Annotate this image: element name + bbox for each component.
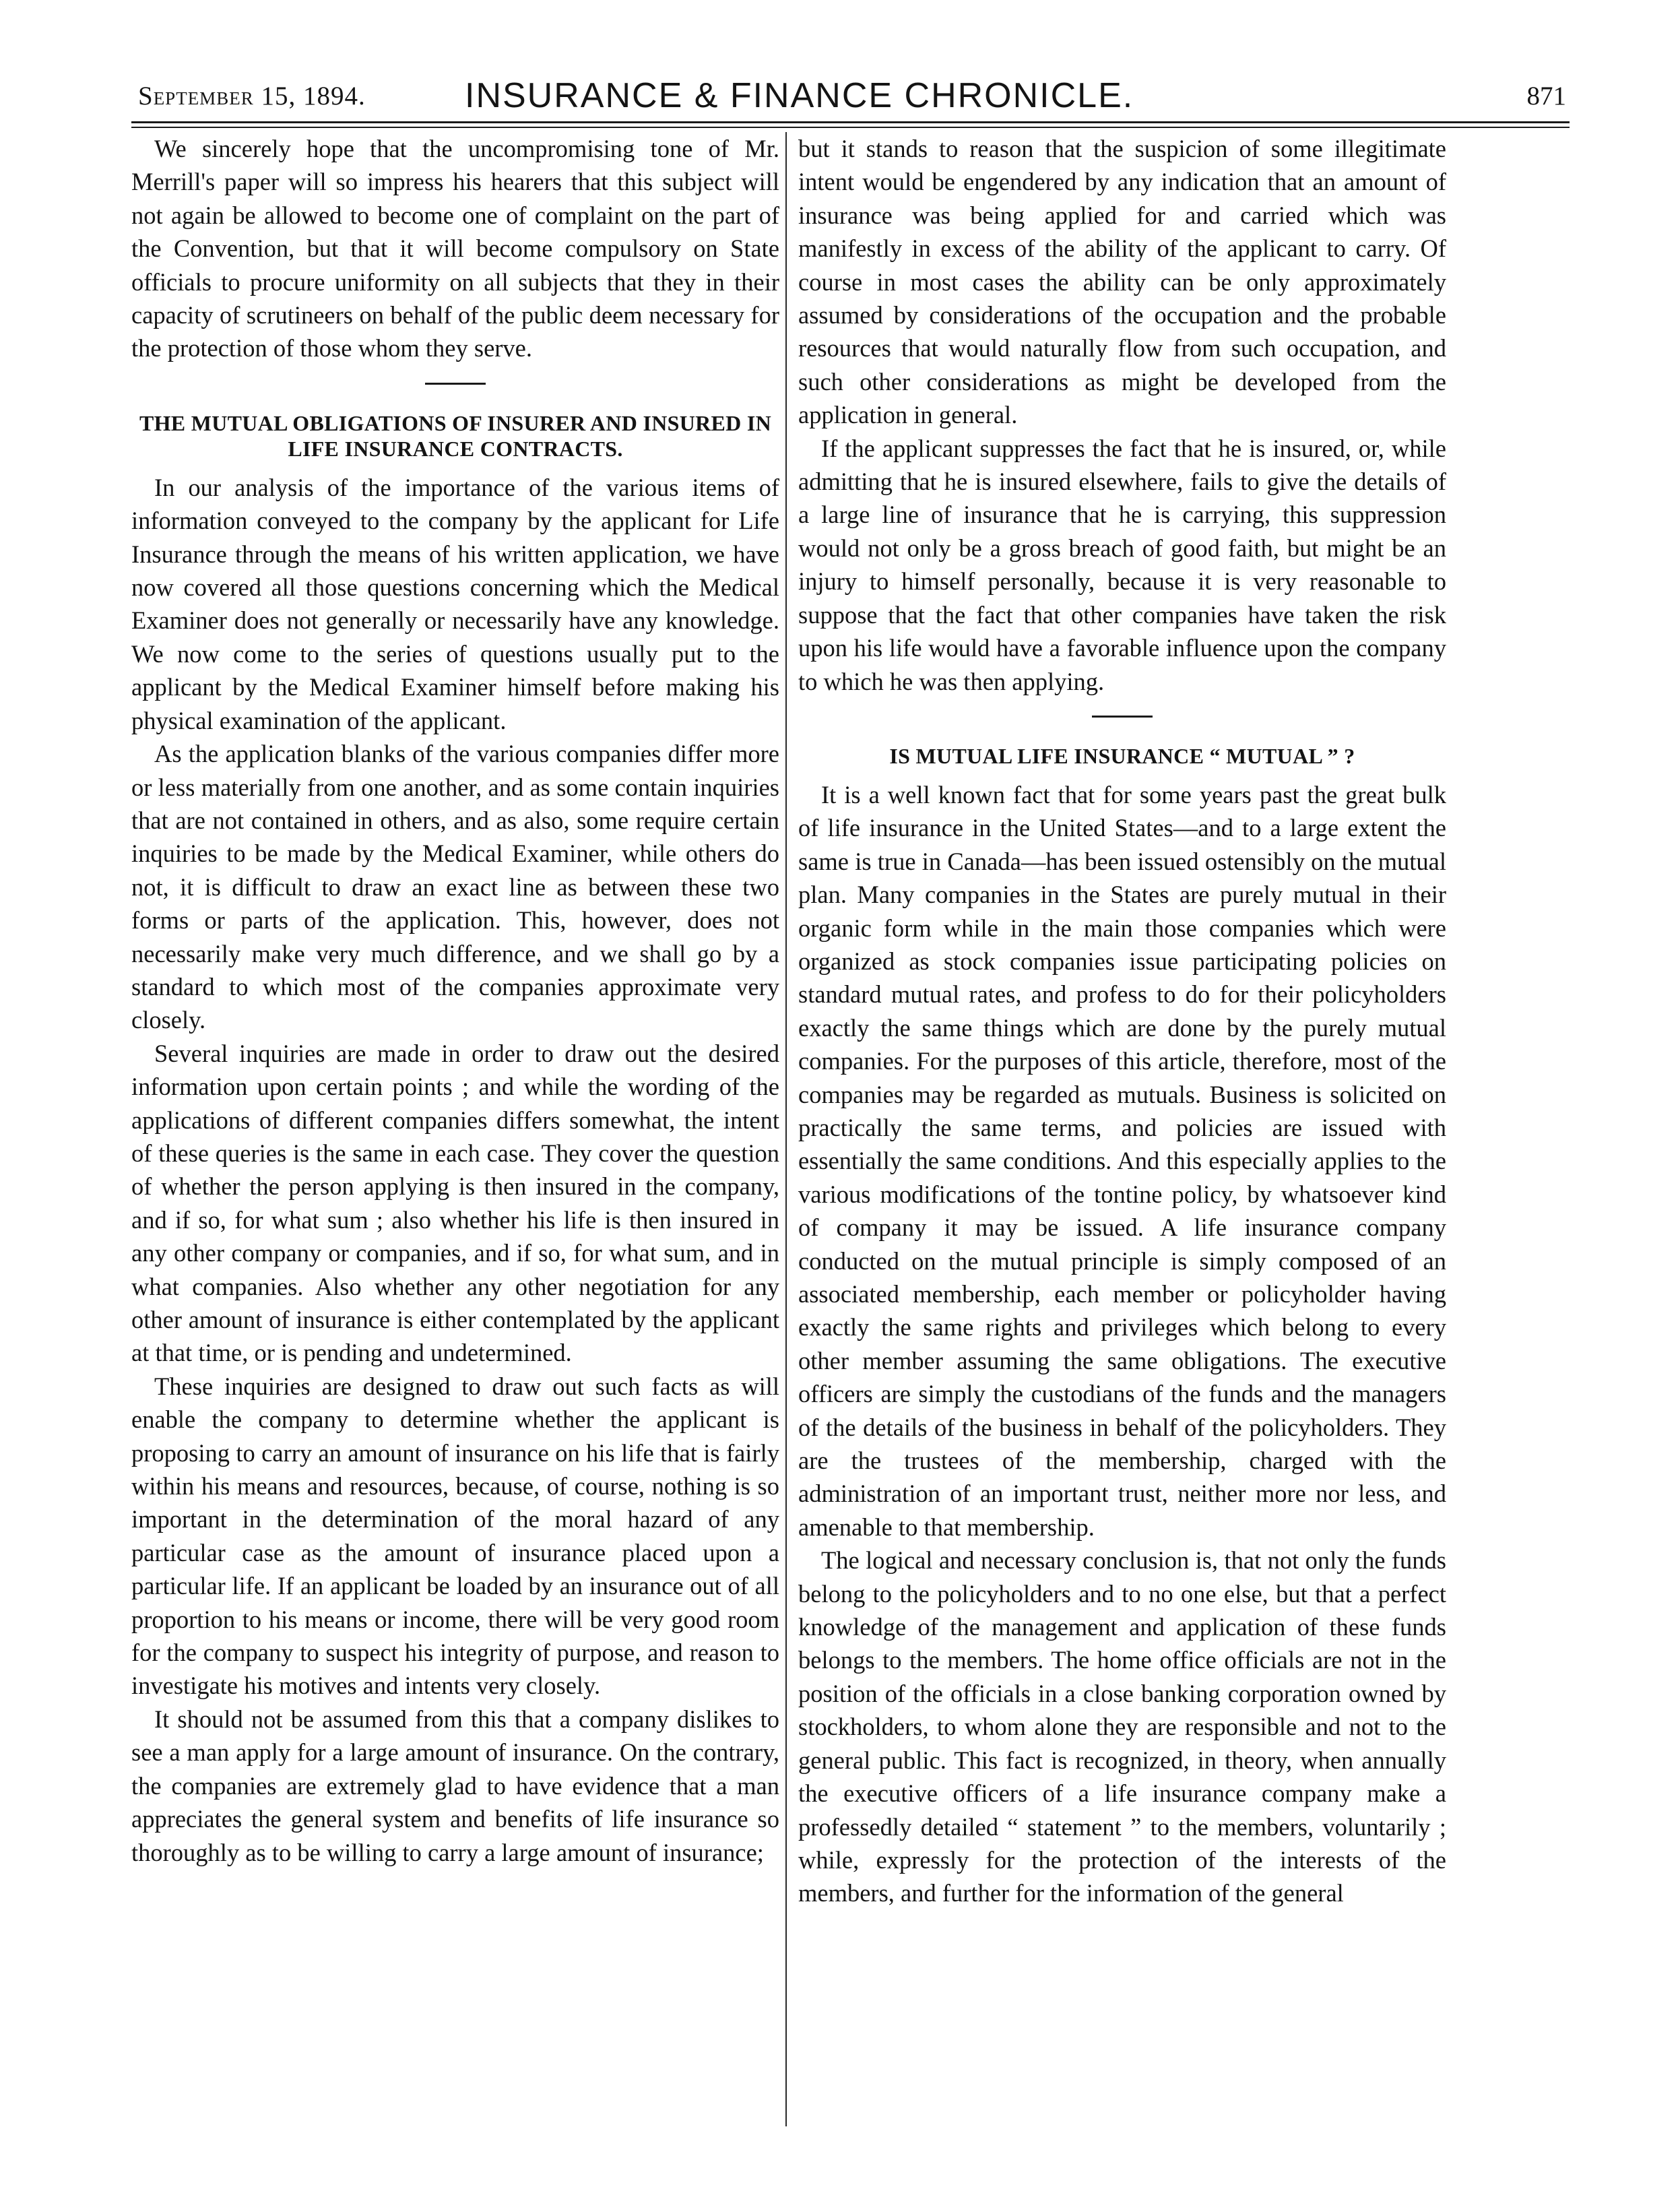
continued-paragraph: but it stands to reason that the suspicion of some illegitimate intent would be engendered by any indication that an amount of insurance was being applied for and carried which was manifestly in excess of the ability of the applicant to carry. Of course in most cases the ability can be only approximately assumed by considerations of the occupation and the probable resources that would naturally flow from such occupation, and such other considerations as might be developed from the application in general.: [798, 135, 1446, 429]
article-heading-mutual-obligations: THE MUTUAL OBLIGATIONS OF INSURER AND INSURED IN LIFE INSURANCE CONTRACTS.: [139, 410, 772, 461]
left-column: [131, 132, 779, 1869]
article-paragraph: Several inquiries are made in order to draw out the desired information upon certain points ; and while the wording of the applications of different companies differs somewhat, the intent of these queries is the same in each case. They cover the question of whether the person applying is then insured in the company, and if so, for what sum ; also whether his life is then insured in any other company or companies, and if so, for what sum, and in what companies. Also whether any other negotiation for any other amount of insurance is either contemplated by the applicant at that time, or is pending and undetermined.: [131, 1039, 779, 1367]
page-header: [138, 75, 1566, 123]
heading-gap: [131, 462, 779, 471]
article-paragraph: If the applicant suppresses the fact that he is insured, or, while admitting that he is insured elsewhere, fails to give the details of a large line of insurance that he is carrying, this suppression would not only be a gross breach of good faith, but might be an injury to himself personally, because it is very reasonable to suppose that the fact that other companies have taken the risk upon his life would have a favorable influence upon the company to which he was then applying.: [798, 434, 1446, 695]
header-rule-thin: [131, 127, 1570, 128]
article-paragraph: As the application blanks of the various companies differ more or less materially from one another, and as some contain inquiries that are not contained in others, and as also, some require certain inquiries to be made by the Medical Examiner, while others do not, it is difficult to draw an exact line as between these two forms or parts of the application. This, however, does not necessarily make very much difference, and we shall go by a standard to which most of the companies approximate very closely.: [131, 740, 779, 1034]
article-paragraph: These inquiries are designed to draw out such facts as will enable the company to determine whether the applicant is proposing to carry an amount of insurance on his life that is fairly within his means and resources, because, of course, nothing is so important in the determination of the moral hazard of any particular case as the amount of insurance placed upon a particular life. If an applicant be loaded by an insurance out of all proportion to his means or income, there will be very good room for the company to suspect his integrity of purpose, and reason to investigate his motives and intents very closely.: [131, 1372, 779, 1700]
header-rule: [131, 121, 1570, 123]
section-separator: [1092, 716, 1153, 718]
article-paragraph: The logical and necessary conclusion is, that not only the funds belong to the policyholders and to no one else, but that a perfect knowledge of the management and application of these funds belongs to the members. The home office officials are not in the position of the officials in a close banking corporation owned by stockholders, to whom alone they are responsible and not to the general public. This fact is recognized, in theory, when annually the executive officers of a life insurance company make a professedly detailed “ statement ” to the members, voluntarily ; while, expressly for the protection of the interests of the members, and further for the information of the general: [798, 1546, 1446, 1907]
article-heading-is-mutual: IS MUTUAL LIFE INSURANCE “ MUTUAL ” ?: [889, 743, 1355, 768]
issue-date: September 15, 1894.: [138, 82, 366, 110]
section-separator: [425, 383, 486, 385]
heading-gap: [798, 769, 1446, 778]
article-paragraph: In our analysis of the importance of the various items of information conveyed to the company by the applicant for Life Insurance through the means of his written application, we have now covered all those questions concerning which the Medical Examiner does not generally or necessarily have any knowledge. We now come to the series of questions usually put to the applicant by the Medical Examiner himself before making his physical examination of the applicant.: [131, 473, 779, 734]
column-divider: [785, 132, 787, 2126]
intro-paragraph: We sincerely hope that the uncompromising tone of Mr. Merrill's paper will so impress his hearers that this subject will not again be allowed to become one of complaint on the part of the Convention, but that it will become compulsory on State officials to procure uniformity on all subjects that they in their capacity of scrutineers on behalf of the public deem necessary for the protection of those whom they serve.: [131, 135, 779, 362]
article-paragraph: It should not be assumed from this that a company dislikes to see a man apply for a large amount of insurance. On the contrary, the companies are extremely glad to have evidence that a man appreciates the general system and benefits of life insurance so thoroughly as to be willing to carry a large amount of insurance;: [131, 1705, 779, 1866]
publication-title: INSURANCE & FINANCE CHRONICLE.: [465, 76, 1134, 115]
article-paragraph: It is a well known fact that for some years past the great bulk of life insurance in the United States—and to a large extent the same is true in Canada—has been issued ostensibly on the mutual plan. Many companies in the States are purely mutual in their organic form while in the main those companies which were organized as stock companies issue participating policies on standard mutual rates, and profess to do for their policyholders exactly the same things which are done by the purely mutual companies. For the purposes of this article, therefore, most of the companies may be regarded as mutuals. Business is solicited on practically the same terms, and policies are issued with essentially the same conditions. And this especially applies to the various modifications of the tontine policy, by whatsoever kind of company it may be issued. A life insurance company conducted on the mutual principle is simply composed of an associated membership, each member or policyholder having exactly the same rights and privileges which belong to every other member assuming the same obligations. The executive officers are simply the custodians of the funds and the managers of the details of the business in behalf of the policyholders. They are the trustees of the membership, charged with the administration of an important trust, neither more nor less, and amenable to that membership.: [798, 780, 1446, 1541]
page-number: 871: [1526, 82, 1566, 110]
right-column: [798, 132, 1446, 1910]
